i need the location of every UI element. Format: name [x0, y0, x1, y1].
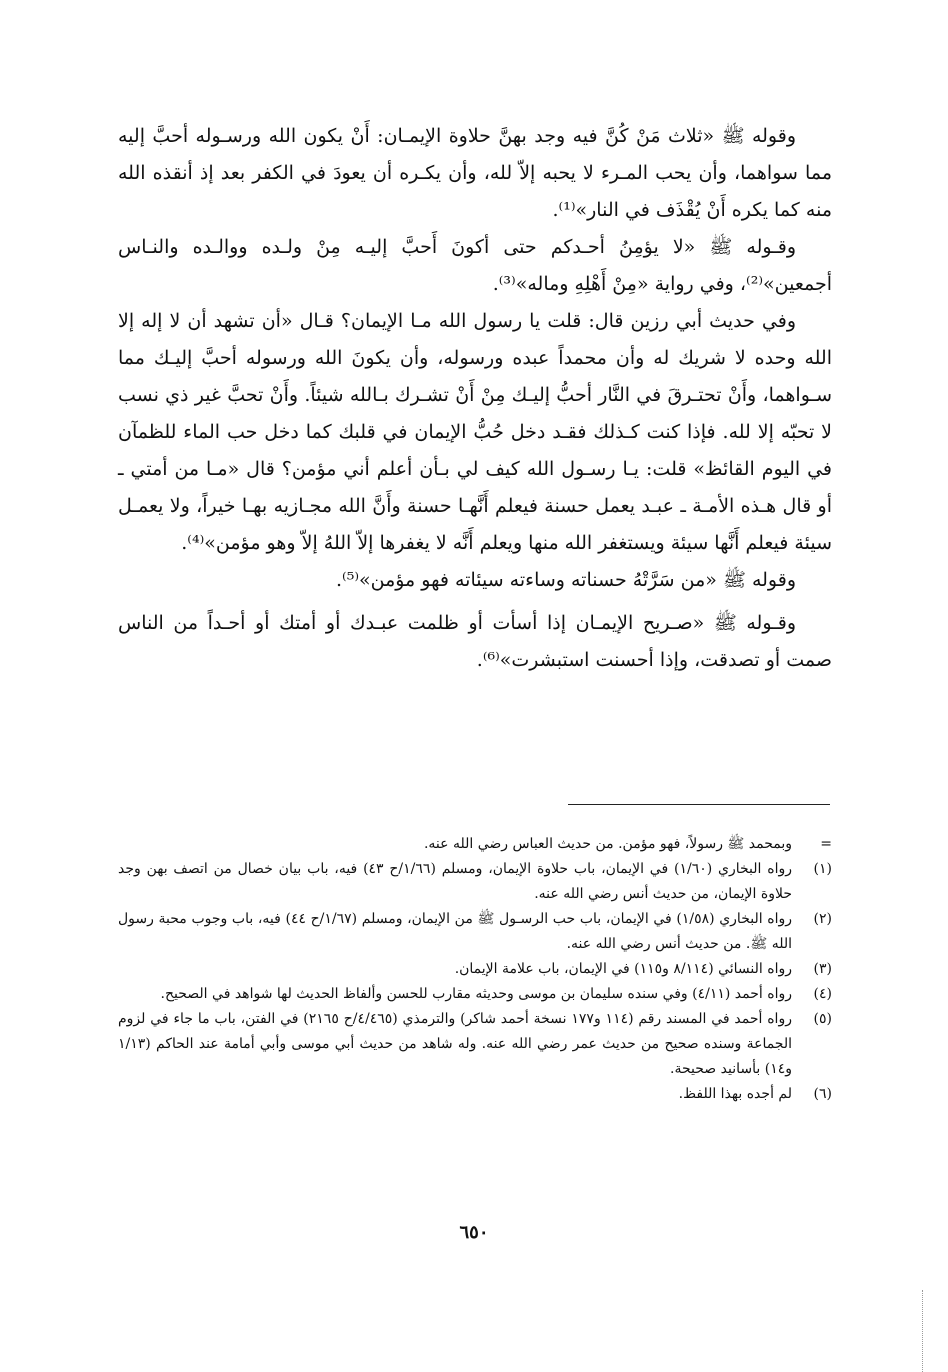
footnote-marker: (٤) — [813, 986, 832, 1002]
body-paragraph-1: وقوله ﷺ «ثلاث مَنْ كُنَّ فيه وجد بهنَّ حلاوة الإيمـان: أَنْ يكون الله ورسـوله أحبَّ إليه مما سواهما، وأن يحب المـرء لا يحبه إلاّ لله، وأن يكـره أن يعودَ في الكفر بعد إذ أنقذه الله منه كما يكره أَنْ يُقْذَف في النار»⁽¹⁾. — [118, 125, 832, 221]
body-paragraph-5: وقـوله ﷺ «صـريح الإيمـان إذا أسأت أو ظلمت عبـدك أو أمتك أو أحـداً من الناس صمت أو تصدقت، وإذا أحسنت استبشرت»⁽⁶⁾. — [118, 612, 832, 671]
footnote-2 — [118, 907, 832, 957]
footnote-6 — [118, 1082, 832, 1107]
footnote-text: رواه أحمد في المسند رقم (١١٤ و١٧٧ نسخة أحمد شاكر) والترمذي (٤/٤٦٥/ح ٢١٦٥) في الفتن، باب ما جاء في لزوم الجماعة وسنده صحيح من حديث عمر رضي الله عنه. وله شاهد من حديث أبي موسى وأبي أمامة عند الحاكم (١/١٣ و١٤) بأسانيد صحيحة. — [118, 1011, 792, 1077]
body-paragraph-2: وقـوله ﷺ «لا يؤمِنُ أحـدكم حتى أكونَ أَحبَّ إليـه مِنْ ولـده ووالـده والنـاس أجمعين»⁽²⁾، وفي رواية «مِنْ أَهْلِهِ وماله»⁽³⁾. — [118, 236, 832, 295]
footnote-4 — [118, 982, 832, 1007]
footnote-marker: (٥) — [813, 1011, 832, 1027]
footnotes-block — [118, 832, 832, 1107]
footnote-text: رواه البخاري (١/٥٨) في الإيمان، باب حب الرسـول ﷺ من الإيمان، ومسلم (١/٦٧/ح ٤٤) فيه، باب وجوب محبة رسول الله ﷺ. من حديث أنس رضي الله عنه. — [118, 911, 792, 952]
footnote-3 — [118, 957, 832, 982]
footnote-text: رواه النسائي (٨/١١٤ و١١٥) في الإيمان، باب علامة الإيمان. — [454, 961, 792, 977]
footnote-marker: (١) — [813, 861, 832, 877]
scan-margin-line — [922, 1290, 923, 1372]
body-paragraph-4: وقوله ﷺ «من سَرَّتْهُ حسناته وساءته سيئاته فهو مؤمن»⁽⁵⁾. — [335, 569, 796, 591]
footnote-marker: (٣) — [813, 961, 832, 977]
footnote-text: لم أجده بهذا اللفظ. — [678, 1086, 792, 1102]
main-text-block — [118, 118, 832, 679]
footnote-text: وبمحمد ﷺ رسولاً، فهو مؤمن. من حديث العباس رضي الله عنه. — [423, 836, 792, 852]
page-number: ٦٥٠ — [459, 1222, 489, 1243]
footnote-text: رواه أحمد (٤/١١) وفي سنده سليمان بن موسى وحديثه مقارب للحسن وألفاظ الحديث لها شواهد في الصحيح. — [160, 986, 792, 1002]
footnote-1 — [118, 857, 832, 907]
footnote-5 — [118, 1007, 832, 1082]
footnote-marker: = — [820, 836, 832, 852]
footnote-text: رواه البخاري (١/٦٠) في الإيمان، باب حلاوة الإيمان، ومسلم (١/٦٦/ح ٤٣) فيه، باب بيان خصال من اتصف بهن وجد حلاوة الإيمان، من حديث أنس رضي الله عنه. — [118, 861, 792, 902]
footnote-marker: (٦) — [813, 1086, 832, 1102]
footnote-marker: (٢) — [813, 911, 832, 927]
body-paragraph-3: وفي حديث أبي رزين قال: قلت يا رسول الله مـا الإيمان؟ قـال «أن تشهد أن لا إله إلا الله وحده لا شريك له وأن محمداً عبده ورسوله، وأن يكونَ الله ورسوله أحبَّ إليـك مما سـواهما، وأَنْ تحتـرقَ في النَّار أحبُّ إليـك مِنْ أَنْ تشـرك بـالله شيئاً. وأَنْ تحبَّ غير ذي نسب لا تحبّه إلا لله. فإذا كنت كـذلك فقـد دخل حُبُّ الإيمان في قلبك كما دخل حب الماء للظمآن في اليوم القائظ» قلت: يـا رسـول الله كيف لي بـأن أعلم أني مؤمن؟ قال «مـا من أمتي ـ أو قال هـذه الأمـة ـ عبـد يعمل حسنة فيعلم أَنَّهـا حسنة وأَنَّ الله مجـازيه بهـا خيراً، ولا يعمـل سيئة فيعلم أَنَّها سيئة ويستغفر الله منها ويعلم أَنَّه لا يغفرها إلاّ اللهُ إلاّ وهو مؤمن»⁽⁴⁾. — [118, 310, 832, 554]
footnote-divider — [568, 804, 830, 805]
footnote-continuation — [118, 832, 832, 857]
